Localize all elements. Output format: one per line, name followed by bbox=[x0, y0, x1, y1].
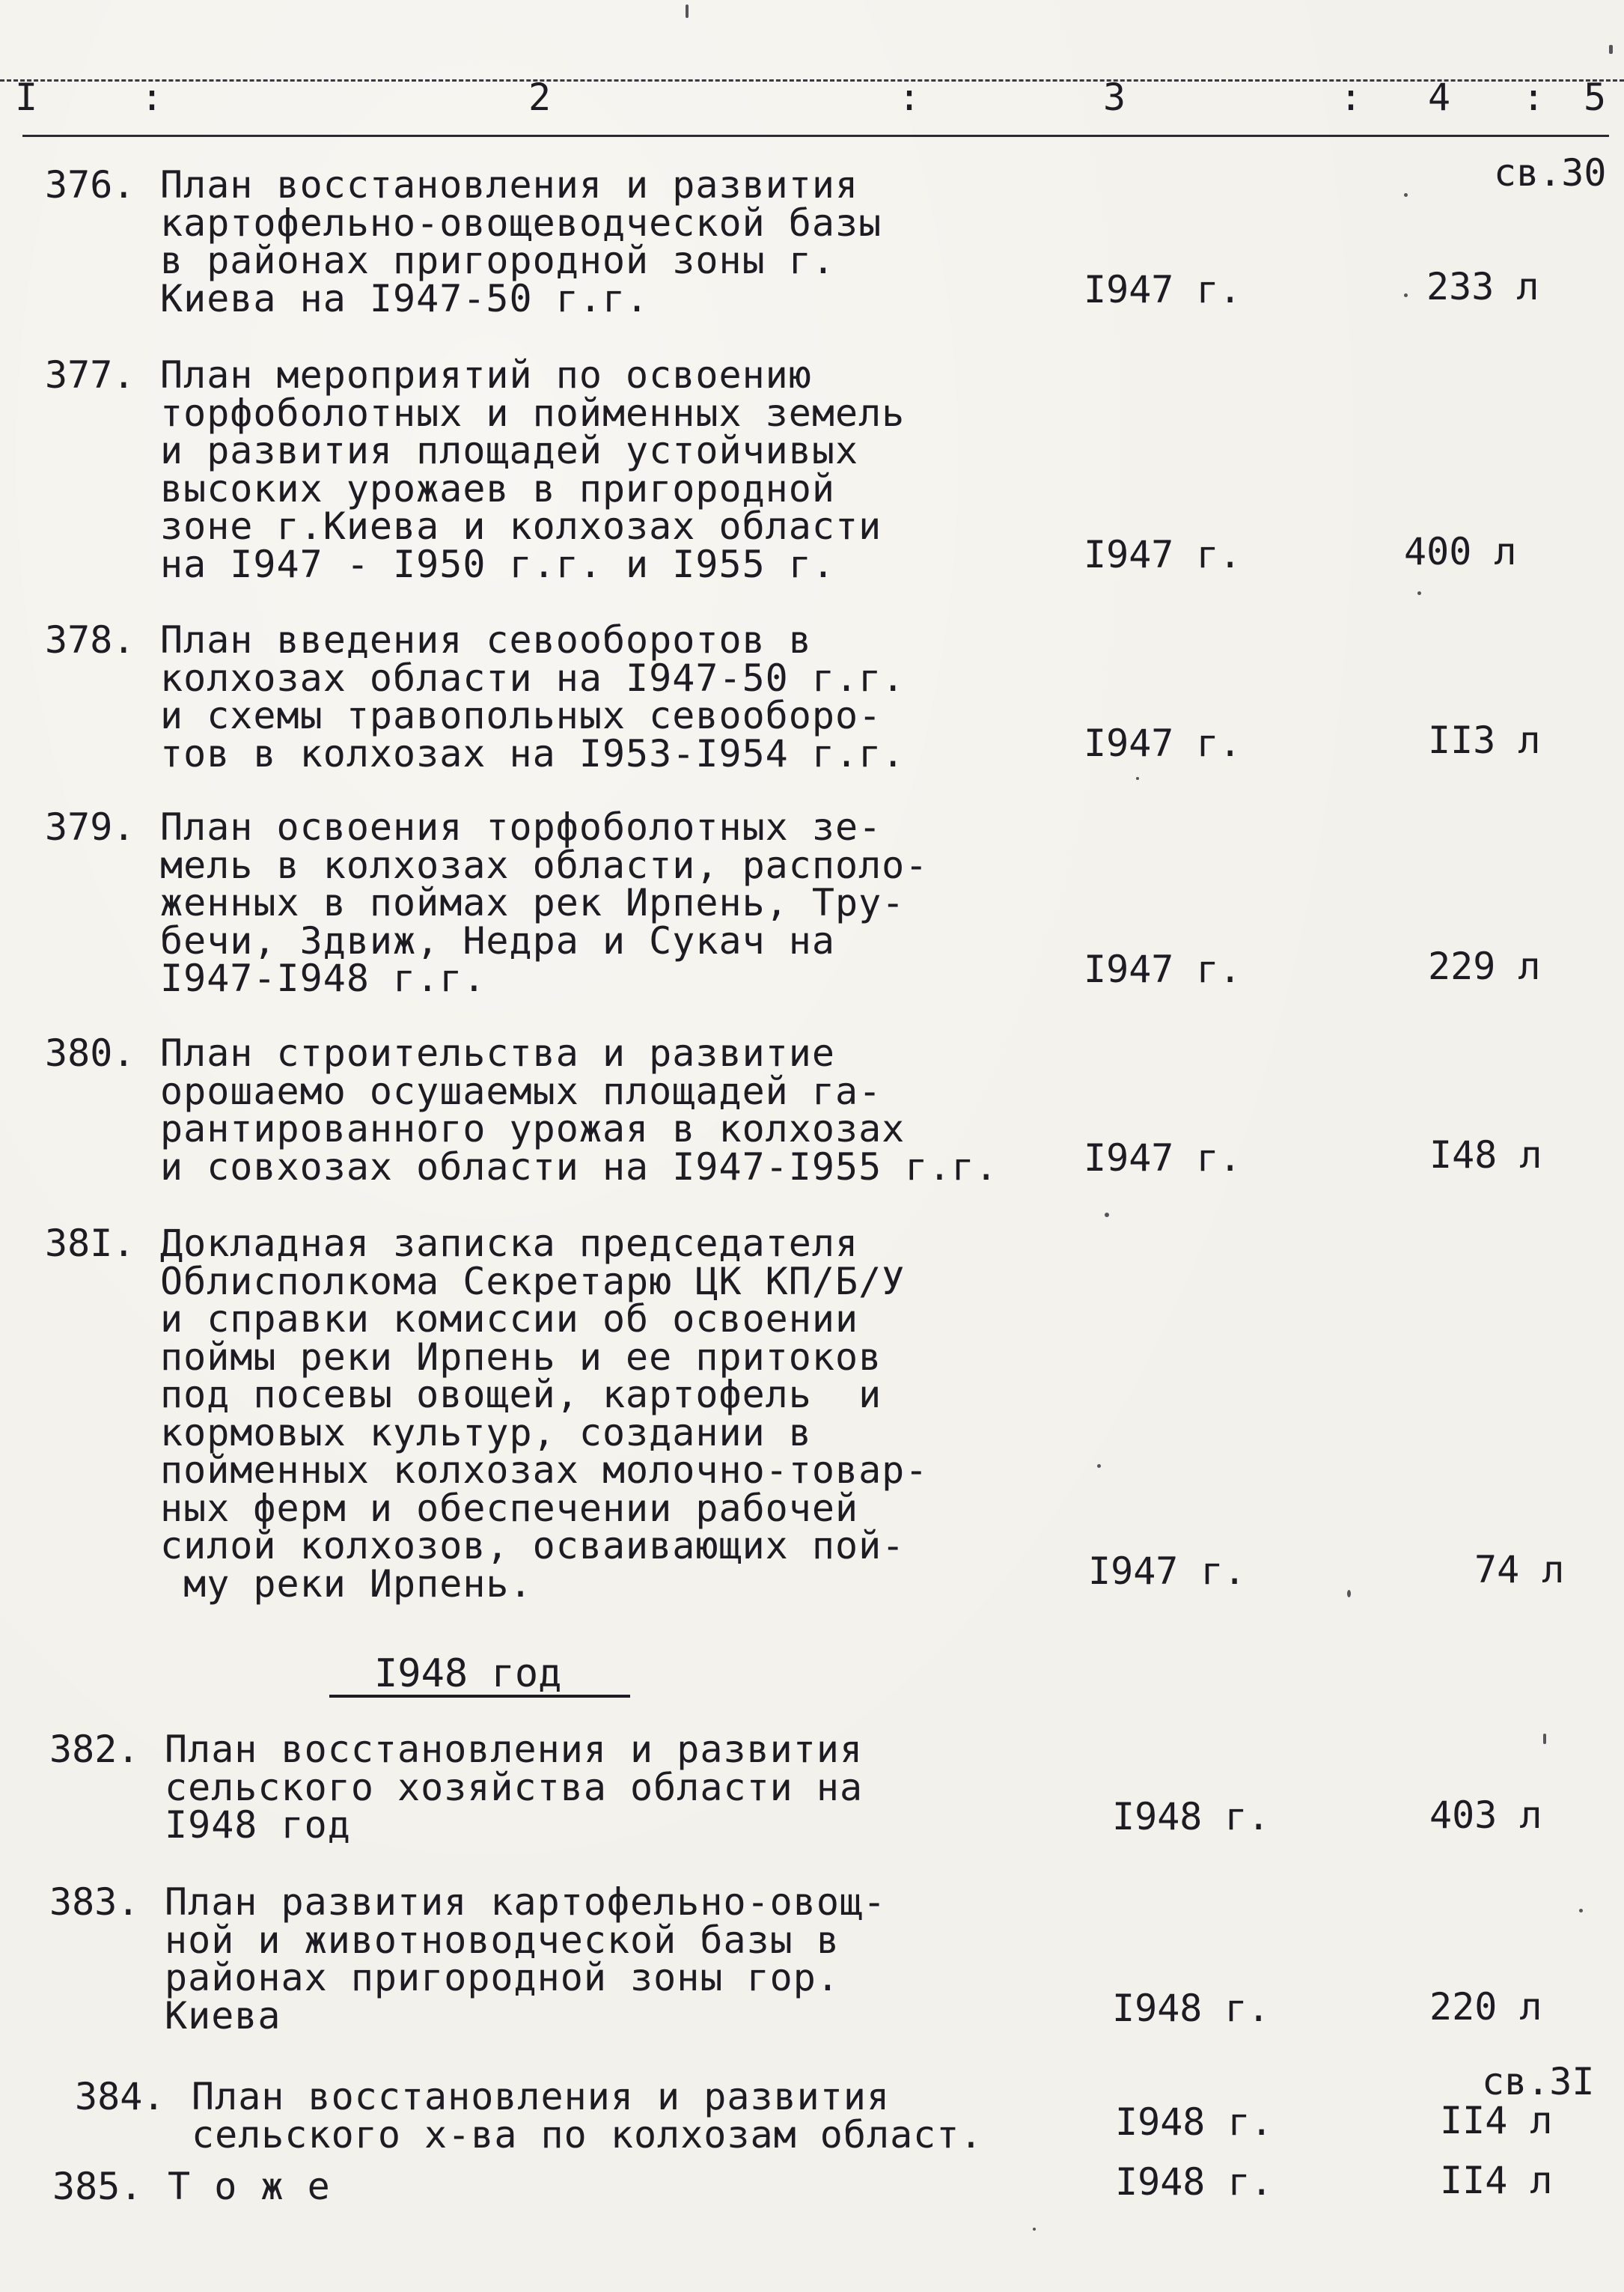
entry-title: План восстановления и развития сельского х-ва по колхозам област. bbox=[192, 2075, 983, 2157]
entry-title: Т о ж е bbox=[168, 2165, 331, 2208]
entry-sheet-count: 229 л bbox=[1428, 945, 1541, 988]
header-col-1: I bbox=[15, 76, 38, 119]
entry-date: I947 г. bbox=[1084, 948, 1242, 991]
header-separator: : bbox=[1340, 76, 1363, 119]
scan-speck bbox=[1609, 45, 1613, 54]
scan-speck bbox=[1404, 193, 1408, 197]
header-separator: : bbox=[898, 76, 921, 119]
entry-number: 38I. bbox=[45, 1222, 135, 1265]
entry-title: План введения севооборотов в колхозах области на I947-50 г.г. и схемы травопольных севооборо- тов в колхозах на I953-I954 г.г. bbox=[160, 618, 906, 775]
header-col-5: 5 bbox=[1584, 76, 1607, 119]
scan-speck bbox=[686, 4, 689, 18]
scan-speck bbox=[1347, 1590, 1351, 1597]
entry-sheet-count: II4 л bbox=[1440, 2099, 1553, 2142]
header-bottom-rule bbox=[22, 135, 1609, 137]
entry-date: I947 г. bbox=[1088, 1549, 1246, 1593]
header-col-2: 2 bbox=[528, 76, 552, 119]
entry-sheet-count: 403 л bbox=[1429, 1793, 1542, 1837]
scan-speck bbox=[1579, 1909, 1583, 1912]
entry-number: 376. bbox=[45, 163, 135, 207]
entry-sheet-count: I48 л bbox=[1429, 1133, 1542, 1177]
header-separator: : bbox=[141, 76, 164, 119]
header-top-rule bbox=[0, 79, 1624, 82]
scan-speck bbox=[1136, 777, 1139, 780]
header-separator: : bbox=[1522, 76, 1545, 119]
entry-number: 377. bbox=[45, 353, 135, 397]
entry-title: План мероприятий по освоению торфоболотных и пойменных земель и развития площадей устойчивых высоких урожаев в пригородной зоне г.Киева и колхозах области на I947 - I950 г.г. и I955 г. bbox=[160, 353, 906, 586]
scan-speck bbox=[1105, 1213, 1109, 1217]
box-number: св.30 bbox=[1494, 151, 1607, 195]
entry-sheet-count: 220 л bbox=[1429, 1985, 1542, 2029]
entry-date: I948 г. bbox=[1115, 2100, 1273, 2144]
entry-date: I948 г. bbox=[1112, 1795, 1270, 1838]
entry-date: I947 г. bbox=[1084, 533, 1242, 576]
entry-date: I947 г. bbox=[1084, 268, 1242, 311]
entry-sheet-count: 400 л bbox=[1404, 530, 1517, 573]
entry-sheet-count: 74 л bbox=[1474, 1548, 1565, 1591]
entry-date: I948 г. bbox=[1115, 2160, 1273, 2204]
entry-title: План развития картофельно-овощ- ной и животноводческой базы в районах пригородной зоны гор. Киева bbox=[165, 1880, 887, 2037]
header-col-4: 4 bbox=[1428, 76, 1451, 119]
entry-title: План восстановления и развития картофельно-овощеводческой базы в районах пригородной зоны г. Киева на I947-50 г.г. bbox=[160, 163, 882, 320]
entry-date: I947 г. bbox=[1084, 722, 1242, 765]
entry-title: План освоения торфоболотных зе- мель в колхозах области, располо- женных в поймах рек Ирпень, Тру- бечи, Здвиж, Недра и Сукач на I947-I948 г.г. bbox=[160, 805, 929, 1000]
scan-speck bbox=[1404, 293, 1408, 297]
box-number: св.3I bbox=[1482, 2060, 1595, 2103]
scan-speck bbox=[1097, 1464, 1101, 1468]
entry-number: 378. bbox=[45, 618, 135, 662]
entry-sheet-count: 233 л bbox=[1426, 265, 1539, 308]
entry-number: 382. bbox=[49, 1728, 140, 1771]
entry-sheet-count: II3 л bbox=[1428, 719, 1541, 762]
entry-title: Докладная записка председателя Облисполкома Секретарю ЦК КП/Б/У и справки комиссии об освоении поймы реки Ирпень и ее притоков под посевы овощей, картофель и кормовых культур, создании в пойменных колхозах молочно-товар- ных ферм и обеспечении рабочей силой колхозов, осваивающих пой- му реки Ирпень. bbox=[160, 1222, 929, 1606]
scan-speck bbox=[1543, 1734, 1546, 1744]
entry-number: 383. bbox=[49, 1880, 140, 1924]
entry-title: План восстановления и развития сельского хозяйства области на I948 год bbox=[165, 1728, 864, 1847]
entry-title: План строительства и развитие орошаемо осушаемых площадей га- рантированного урожая в колхозах и совхозах области на I947-I955 г.г. bbox=[160, 1031, 998, 1189]
entry-date: I948 г. bbox=[1112, 1987, 1270, 2030]
entry-number: 385. bbox=[52, 2165, 143, 2208]
header-col-3: 3 bbox=[1103, 76, 1126, 119]
scan-speck bbox=[1417, 591, 1421, 595]
entry-date: I947 г. bbox=[1084, 1136, 1242, 1180]
scan-speck bbox=[1033, 2228, 1036, 2231]
entry-number: 384. bbox=[75, 2075, 165, 2118]
year-heading: I948 год bbox=[374, 1651, 562, 1696]
year-heading-underline bbox=[329, 1695, 630, 1698]
entry-sheet-count: II4 л bbox=[1440, 2159, 1553, 2202]
entry-number: 380. bbox=[45, 1031, 135, 1075]
entry-number: 379. bbox=[45, 805, 135, 849]
